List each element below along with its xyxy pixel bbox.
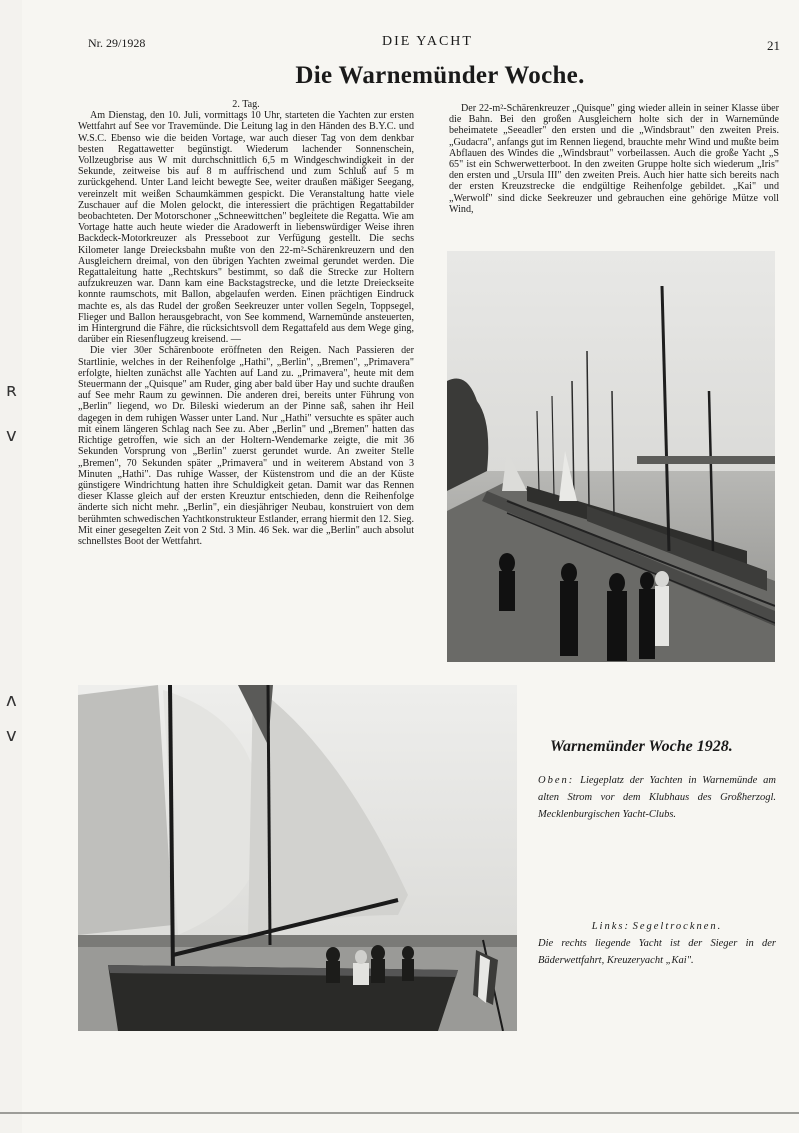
margin-mark: ʀ (6, 380, 17, 401)
article-paragraph: Der 22-m²-Schärenkreuzer „Quisque" ging wieder allein in seiner Klasse über die Bahn. Bei den großen Ausgleichern holte sich der in Warnemünde beheimatete „Seeadler" den ersten und die „Windsbraut" den zweiten Preis. „Gudacra", anfangs gut im Rennen liegend, brauchte mehr Wind und mußte beim Abflauen des Windes die „Windsbraut" vorbeilassen. Auch die große Yacht „S 65" ist ein Schwerwetterboot. In den zweiten Gruppe holte sich wiederum „Iris" den ersten und „Ursula III" den zweiten Preis. Auch hier hatte sich bereits nach der ersten Kreuzstrecke die endgültige Reihenfolge gebildet. „Kai" und „Werwolf" sind dicke Seekreuzer und gebrauchen eine gehörige Mütze voll Wind, (449, 103, 779, 215)
article-column-left (78, 99, 414, 674)
caption-left-text: Die rechts liegende Yacht ist der Sieger in der Bäderwettfahrt, Kreuzeryacht „Kai". (538, 938, 776, 966)
article-paragraph: Am Dienstag, den 10. Juli, vormittags 10 Uhr, starteten die Yachten zur ersten Wettfahrt auf See vor Travemünde. Die Leitung lag in den Händen des B.Y.C. und W.S.C. Ebenso wie die beiden Vortage, war auch dieser Tag von dem denkbar besten Regattawetter begünstigt. Wiederum lachender Sonnenschein, Vollzeugbrise aus W mit durchschnittlich 6,5 m Windgeschwindigkeit in der Sekunde, zeitweise bis auf 8 m auffrischend und zum Schluß auf 5 m zurückgehend. Unter Land leicht bewegte See, weiter draußen mäßiger Seegang, vereinzelt mit weißen Schaumkämmen gespickt. Die Veranstaltung hatte viele Zuschauer auf die Molen gelockt, die interessiert die prächtigen Regattabilder beobachteten. Der Motorschoner „Schneewittchen" begleitete die Regatta. Wie am Vortage hatte auch heute wieder die Aradowerft in liebenswürdiger Weise ihren Backdeck-Motorkreuzer als Presseboot zur Verfügung gestellt. Die sechs Kilometer lange Dreiecksbahn mußte von den 22-m²-Schärenkreuzern und den Ausgleichern dreimal, von den übrigen Yachten zweimal gerundet werden. Die Regattaleitung hatte „Rechtskurs" bestimmt, so daß die Strecke zur Holtern aufzukreuzen war. Dann kam eine Backstagstrecke, und die letzte Dreieckseite konnte raumschots, mit Ballon, abgelaufen werden. Einen prächtigen Eindruck machte es, als das Rudel der großen Seekreuzer unter vollen Segeln, Toppsegel, Flieger und Ballon herausgebracht, von See kommend, Warnemünde ansteuerten, im Hintergrund die Fähre, die rücksichtsvoll dem Regattafeld aus dem Wege ging, darüber ein Riesenflugzeug kreisend. — (78, 110, 414, 346)
day-heading: 2. Tag. (232, 99, 260, 110)
caption-title: Warnemünder Woche 1928. (550, 738, 733, 755)
issue-number: Nr. 29/1928 (88, 36, 146, 50)
magazine-name: DIE YACHT (382, 34, 473, 49)
sail-drying-photo (78, 685, 517, 1031)
caption-top-lead: Oben: (538, 775, 575, 786)
article-column-right (449, 103, 779, 237)
caption-top (538, 772, 776, 823)
caption-left-lead-rest: Segeltrocknen. (632, 921, 723, 932)
article-title: Die Warnemünder Woche. (295, 62, 585, 89)
page-number: 21 (767, 38, 780, 53)
article-paragraph: Die vier 30er Schärenboote eröffneten den Reigen. Nach Passieren der Startlinie, welches in der Reihenfolge „Hathi", „Berlin", „Bremen", „Primavera" erfolgte, hielten zunächst alle Yachten auf Land zu. „Primavera", heute mit dem Steuermann der „Quisque" am Ruder, ging aber bald über Hay und suchte draußen auf See mehr Raum zu gewinnen. Die anderen drei, bereits unter Führung von „Berlin" liegend, wo Dr. Bileski wiederum an der Pinne saß, sahen ihr Heil dagegen in dem ruhigen Wasser unter Land. Nur „Hathi" versuchte es später auch mit einem längeren Schlag nach See zu. Aber „Berlin" und „Bremen" hatten das Richtige getroffen, wie sich an der Holtern-Wendemarke zeigte, die mit 36 Sekunden Vorsprung von „Berlin" zuerst gerundet wurde. An zweiter Stelle „Bremen", 70 Sekunden später „Primavera" und in weiterem Abstand von 3 Minuten „Hathi". Das ruhige Wasser, der Küstenstrom und die an der Küste günstigere Windrichtung hatten ihre Schuldigkeit getan. Damit war das Rennen dieser Klasse gleich auf der ersten Kreuztur entschieden, denn die Reihenfolge änderte sich nicht mehr. „Berlin", ein diesjähriger Neubau, konstruiert von dem berühmten schwedischen Yachtkonstrukteur Estlander, errang hiermit den 12. Sieg. Mit einer gesegelten Zeit von 2 Std. 3 Min. 46 Sek. war die „Berlin" auch absolut schnellstes Boot der Wettfahrt. (78, 345, 414, 547)
margin-mark: v (6, 725, 17, 746)
page-bottom-edge (0, 1112, 799, 1114)
caption-left (538, 918, 776, 969)
caption-left-lead: Links: (591, 921, 630, 932)
margin-mark: v (6, 425, 17, 446)
margin-mark: ʌ (6, 690, 17, 711)
caption-top-text: Liegeplatz der Yachten in Warnemünde am alten Strom vor dem Klubhaus des Großherzogl. Mecklenburgischen Yacht-Clubs. (538, 775, 776, 820)
harbor-photo (447, 251, 775, 662)
